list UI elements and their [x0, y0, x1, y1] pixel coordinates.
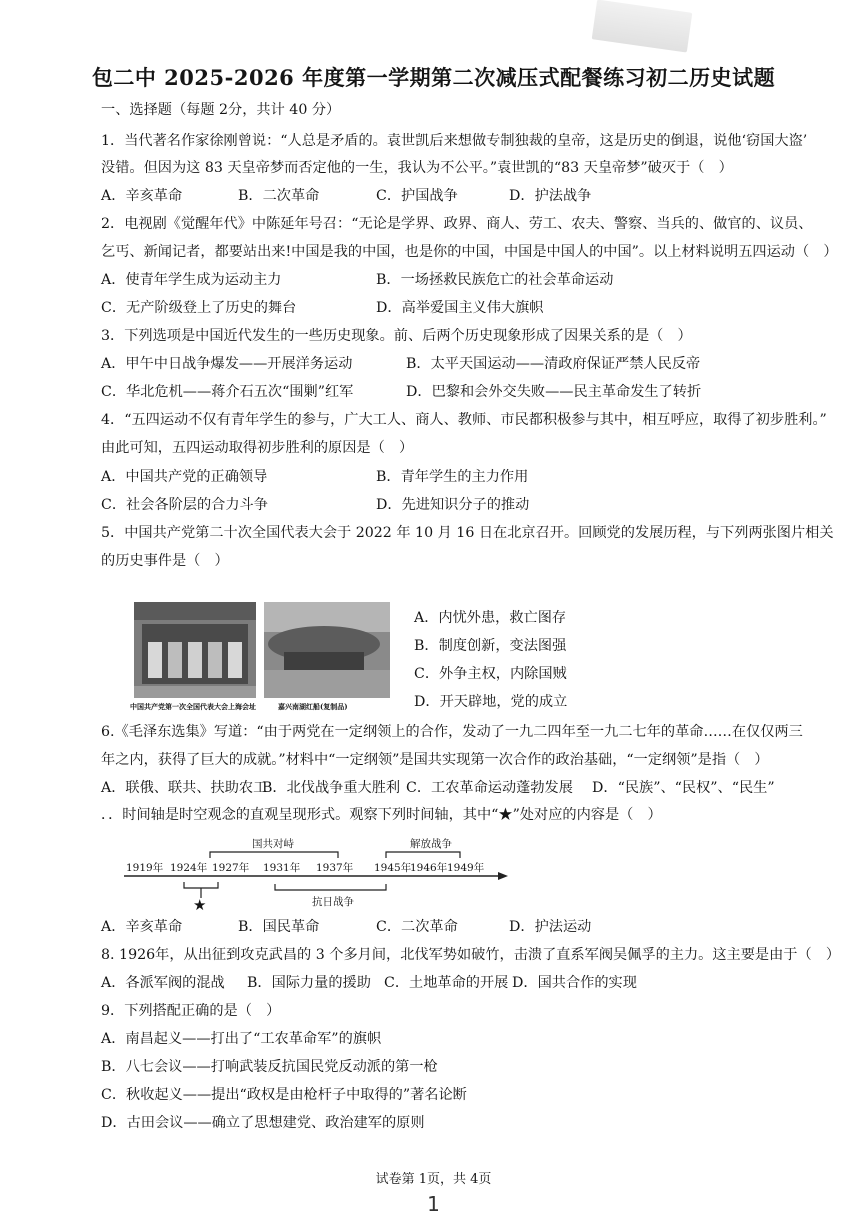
- q8-stem-line1: 8. 1926年，从出征到攻克武昌的 3 个多月间，北伐军势如破竹，击溃了直系军阀吴佩孚的主力。这主要是由于（ ）: [101, 947, 841, 963]
- timeline-year: 1945年: [374, 862, 412, 874]
- q1-option-a: A．辛亥革命: [101, 188, 183, 204]
- timeline-year: 1927年: [212, 862, 250, 874]
- q4-stem-line1: 4．“五四运动不仅有青年学生的参与，广大工人、商人、教师、市民都积极参与其中，相互呼应，取得了初步胜利。”: [101, 412, 827, 428]
- q6-stem-line1: 6.《毛泽东选集》写道：“由于两党在一定纲领上的合作，发动了一九二四年至一九二七年的革命……在仅仅两三: [101, 724, 803, 740]
- first-congress-site-photo: [134, 602, 256, 698]
- q9-option-b: B．八七会议——打响武装反抗国民党反动派的第一枪: [101, 1059, 438, 1075]
- q9-option-d: D．古田会议——确立了思想建党、政治建军的原则: [101, 1115, 425, 1131]
- photo1-caption: 中国共产党第一次全国代表大会上海会址: [130, 702, 256, 711]
- south-lake-red-boat-photo: [264, 602, 390, 698]
- q1-option-c: C．护国战争: [376, 188, 458, 204]
- q3-option-a: A．甲午中日战争爆发——开展洋务运动: [101, 356, 353, 372]
- q3-option-b: B．太平天国运动——清政府保证严禁人民反帝: [406, 356, 701, 372]
- q6-stem-line2: 年之内，获得了巨大的成就。”材料中“一定纲领”是国共实现第一次合作的政治基础，“一定纲领”是指（ ）: [101, 752, 769, 768]
- q6-option-c: C．工农革命运动蓬勃发展: [406, 780, 573, 796]
- q2-stem-line1: 2．电视剧《觉醒年代》中陈延年号召：“无论是学界、政界、商人、劳工、农夫、警察、当兵的、做官的、议员、: [101, 216, 813, 232]
- q3-stem-line1: 3．下列选项是中国近代发生的一些历史现象。前、后两个历史现象形成了因果关系的是（ ）: [101, 328, 692, 344]
- q4-option-d: D．先进知识分子的推动: [376, 497, 530, 513]
- q2-option-a: A．使青年学生成为运动主力: [101, 272, 282, 288]
- q5-option-a: A．内忧外患，救亡图存: [414, 610, 567, 626]
- q6-option-d: D．“民族”、“民权”、“民生”: [592, 780, 775, 796]
- q3-option-c: C．华北危机——蒋介石五次“围剿”红军: [101, 384, 354, 400]
- q5-option-b: B．制度创新，变法图强: [414, 638, 567, 654]
- timeline-year: 1931年: [263, 862, 301, 874]
- section-heading: 一、选择题（每题 2分，共计 40 分）: [101, 102, 341, 118]
- q9-option-a: A．南昌起义——打出了“工农革命军”的旗帜: [101, 1031, 382, 1047]
- q4-stem-line2: 由此可知，五四运动取得初步胜利的原因是（ ）: [101, 440, 414, 456]
- q5-stem-line1: 5．中国共产党第二十次全国代表大会于 2022 年 10 月 16 日在北京召开。回顾党的发展历程，与下列两张图片相关: [101, 525, 834, 541]
- star-icon: ★: [193, 896, 207, 914]
- timeline-year: 1937年: [316, 862, 354, 874]
- timeline-year: 1919年: [126, 862, 164, 874]
- q1-stem-line1: 1．当代著名作家徐刚曾说：“人总是矛盾的。袁世凯后来想做专制独裁的皇帝，这是历史的倒退，说他‘窃国大盗’: [101, 133, 808, 149]
- timeline-year: 1946年: [410, 862, 448, 874]
- page-number: 1: [427, 1192, 440, 1216]
- q1-option-b: B．二次革命: [238, 188, 320, 204]
- q6-option-a: A．联俄、联共、扶助农工: [101, 780, 268, 796]
- timeline: [120, 828, 510, 918]
- q9-stem-line1: 9．下列搭配正确的是（ ）: [101, 1003, 281, 1019]
- photo2-caption: 嘉兴南湖红船(复制品): [278, 702, 348, 711]
- q8-option-d: D．国共合作的实现: [512, 975, 637, 991]
- q8-option-b: B．国际力量的援助: [247, 975, 371, 991]
- q7-option-b: B．国民革命: [238, 919, 320, 935]
- q1-option-d: D．护法战争: [509, 188, 592, 204]
- q2-stem-line2: 乞丐、新闻记者，都要站出来!中国是我的中国，也是你的中国，中国是中国人的中国”。以上材料说明五四运动（ ）: [101, 244, 838, 260]
- q7-option-c: C．二次革命: [376, 919, 458, 935]
- exam-title: 包二中 2025-2026 年度第一学期第二次减压式配餐练习初二历史试题: [91, 65, 776, 90]
- tape-strip: [592, 0, 693, 52]
- q8-option-a: A．各派军阀的混战: [101, 975, 225, 991]
- q7-stem-line1: ．．时间轴是时空观念的直观呈现形式。观察下列时间轴，其中“★”处对应的内容是（ ）: [101, 807, 662, 823]
- timeline-year: 1949年: [447, 862, 485, 874]
- q8-option-c: C．土地革命的开展: [384, 975, 509, 991]
- q2-option-d: D．高举爱国主义伟大旗帜: [376, 300, 544, 316]
- q9-option-c: C．秋收起义——提出“政权是由枪杆子中取得的”著名论断: [101, 1087, 467, 1103]
- timeline-label-liberation-war: 解放战争: [410, 838, 452, 850]
- timeline-year: 1924年: [170, 862, 208, 874]
- q6-option-b: B．北伐战争重大胜利: [262, 780, 401, 796]
- timeline-label-anti-japanese-war: 抗日战争: [312, 896, 354, 908]
- q5-stem-line2: 的历史事件是（ ）: [101, 553, 229, 569]
- q5-option-c: C．外争主权，内除国贼: [414, 666, 567, 682]
- q3-option-d: D．巴黎和会外交失败——民主革命发生了转折: [406, 384, 702, 400]
- q1-stem-line2: 没错。但因为这 83 天皇帝梦而否定他的一生，我认为不公平。”袁世凯的“83 天皇帝梦”破灭于（ ）: [101, 160, 733, 176]
- q4-option-b: B．青年学生的主力作用: [376, 469, 529, 485]
- q7-option-a: A．辛亥革命: [101, 919, 183, 935]
- q7-option-d: D．护法运动: [509, 919, 592, 935]
- timeline-label-kmt-cpc-confrontation: 国共对峙: [252, 838, 294, 850]
- page-footer: 试卷第 1页，共 4页: [375, 1172, 492, 1187]
- q2-option-b: B．一场拯救民族危亡的社会革命运动: [376, 272, 614, 288]
- q5-option-d: D．开天辟地，党的成立: [414, 694, 568, 710]
- q4-option-a: A．中国共产党的正确领导: [101, 469, 268, 485]
- q4-option-c: C．社会各阶层的合力斗争: [101, 497, 268, 513]
- q2-option-c: C．无产阶级登上了历史的舞台: [101, 300, 297, 316]
